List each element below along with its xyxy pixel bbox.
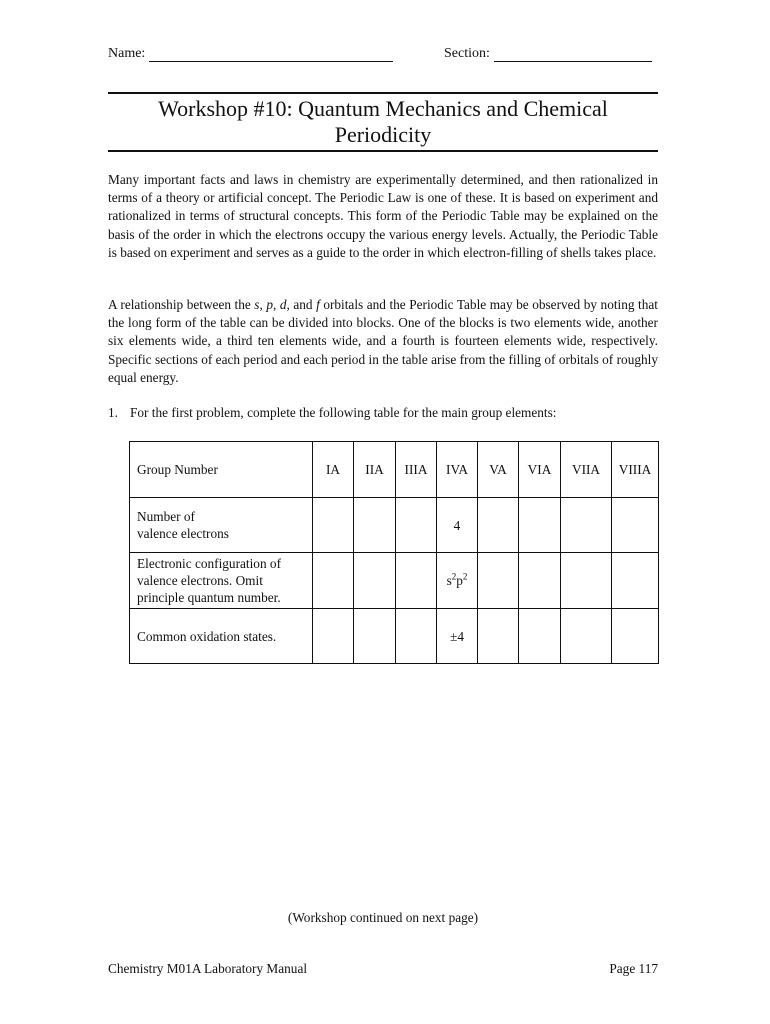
col-header-iiia: IIIA <box>396 442 437 498</box>
section-blank-line[interactable] <box>494 47 652 62</box>
col-header-via: VIA <box>519 442 561 498</box>
name-field-row <box>108 46 393 62</box>
answer-cell-oxidation-iia[interactable] <box>354 609 396 664</box>
config-label-line-2: valence electrons. Omit <box>137 573 263 588</box>
answer-cell-valence-iia[interactable] <box>354 498 396 553</box>
answer-cell-valence-viia[interactable] <box>561 498 612 553</box>
orbitals-text-part2: orbitals and the Periodic Table may be observed by noting that the long form of the table can be divided into blocks. One of the blocks is two elements wide, another six elements wide, a third ten elements wide, and a fourth is fourteen elements wide, respectively. Specific sections of each period and each period in the table arise from the filling of orbitals of roughly equal energy. <box>108 297 658 385</box>
orbitals-sep-3: , and <box>286 297 317 312</box>
title-line-1: Workshop #10: Quantum Mechanics and Chemical <box>158 96 608 121</box>
problem-1 <box>108 404 668 422</box>
answer-cell-config-viiia[interactable] <box>612 553 659 609</box>
valence-label-line-1: Number of <box>137 509 195 524</box>
config-iva-value <box>437 553 478 609</box>
answer-cell-valence-iiia[interactable] <box>396 498 437 553</box>
valence-label-line-2: valence electrons <box>137 526 229 541</box>
section-label: Section: <box>444 46 490 61</box>
col-header-iva: IVA <box>437 442 478 498</box>
col-header-viiia: VIIIA <box>612 442 659 498</box>
problem-1-text: For the first problem, complete the following table for the main group elements: <box>130 405 557 420</box>
oxidation-states-label: Common oxidation states. <box>130 609 313 664</box>
answer-cell-oxidation-via[interactable] <box>519 609 561 664</box>
answer-cell-valence-ia[interactable] <box>313 498 354 553</box>
config-s-superscript: 2 <box>451 571 457 582</box>
col-header-iia: IIA <box>354 442 396 498</box>
valence-electrons-label <box>130 498 313 553</box>
oxidation-iva-value: ±4 <box>437 609 478 664</box>
answer-cell-oxidation-va[interactable] <box>478 609 519 664</box>
col-header-viia: VIIA <box>561 442 612 498</box>
page-title <box>108 96 658 148</box>
orbitals-text-part1: A relationship between the <box>108 297 255 312</box>
config-label-line-1: Electronic configuration of <box>137 556 281 571</box>
config-p-superscript: 2 <box>462 571 468 582</box>
config-p: p <box>456 573 463 588</box>
main-group-table <box>129 441 659 664</box>
orbital-s: s <box>254 297 260 312</box>
orbitals-sep-1: , <box>259 297 267 312</box>
intro-paragraph: Many important facts and laws in chemistry are experimentally determined, and then rationalized in terms of a theory or artificial concept. The Periodic Law is one of these. It is based on experiment and rationalized in terms of structural concepts. This form of the Periodic Table may be explained on the basis of the order in which the electrons occupy the various energy levels. Actually, the Periodic Table is based on experiment and serves as a guide to the order in which electron-filling of shells takes place. <box>108 172 658 260</box>
orbital-d: d <box>279 297 287 312</box>
title-bottom-rule <box>108 150 658 152</box>
answer-cell-oxidation-iiia[interactable] <box>396 609 437 664</box>
config-label-line-3: principle quantum number. <box>137 590 281 605</box>
config-s: s <box>446 573 452 588</box>
orbitals-paragraph <box>108 296 658 387</box>
continued-note: (Workshop continued on next page) <box>287 910 479 925</box>
valence-iva-value: 4 <box>437 498 478 553</box>
answer-cell-config-iiia[interactable] <box>396 553 437 609</box>
title-top-rule <box>108 92 658 94</box>
group-number-label: Group Number <box>130 442 313 498</box>
table-row-electronic-configuration <box>130 553 659 609</box>
orbital-f: f <box>316 297 320 312</box>
problem-1-number: 1. <box>108 405 118 420</box>
configuration-label <box>130 553 313 609</box>
title-line-2: Periodicity <box>334 122 432 147</box>
answer-cell-valence-via[interactable] <box>519 498 561 553</box>
section-field-row <box>444 46 652 62</box>
answer-cell-config-via[interactable] <box>519 553 561 609</box>
orbitals-sep-2: , <box>273 297 280 312</box>
name-label: Name: <box>108 46 146 61</box>
col-header-va: VA <box>478 442 519 498</box>
name-blank-line[interactable] <box>149 47 393 62</box>
answer-cell-oxidation-viia[interactable] <box>561 609 612 664</box>
answer-cell-oxidation-viiia[interactable] <box>612 609 659 664</box>
answer-cell-config-viia[interactable] <box>561 553 612 609</box>
table-row-oxidation-states <box>130 609 659 664</box>
answer-cell-valence-va[interactable] <box>478 498 519 553</box>
orbital-p: p <box>266 297 273 312</box>
answer-cell-oxidation-ia[interactable] <box>313 609 354 664</box>
answer-cell-config-ia[interactable] <box>313 553 354 609</box>
answer-cell-config-iia[interactable] <box>354 553 396 609</box>
footer-page-number: Page 117 <box>609 961 658 976</box>
table-row-valence-electrons <box>130 498 659 553</box>
footer-manual-title: Chemistry M01A Laboratory Manual <box>108 961 308 976</box>
col-header-ia: IA <box>313 442 354 498</box>
answer-cell-config-va[interactable] <box>478 553 519 609</box>
table-row-group-number <box>130 442 659 498</box>
answer-cell-valence-viiia[interactable] <box>612 498 659 553</box>
